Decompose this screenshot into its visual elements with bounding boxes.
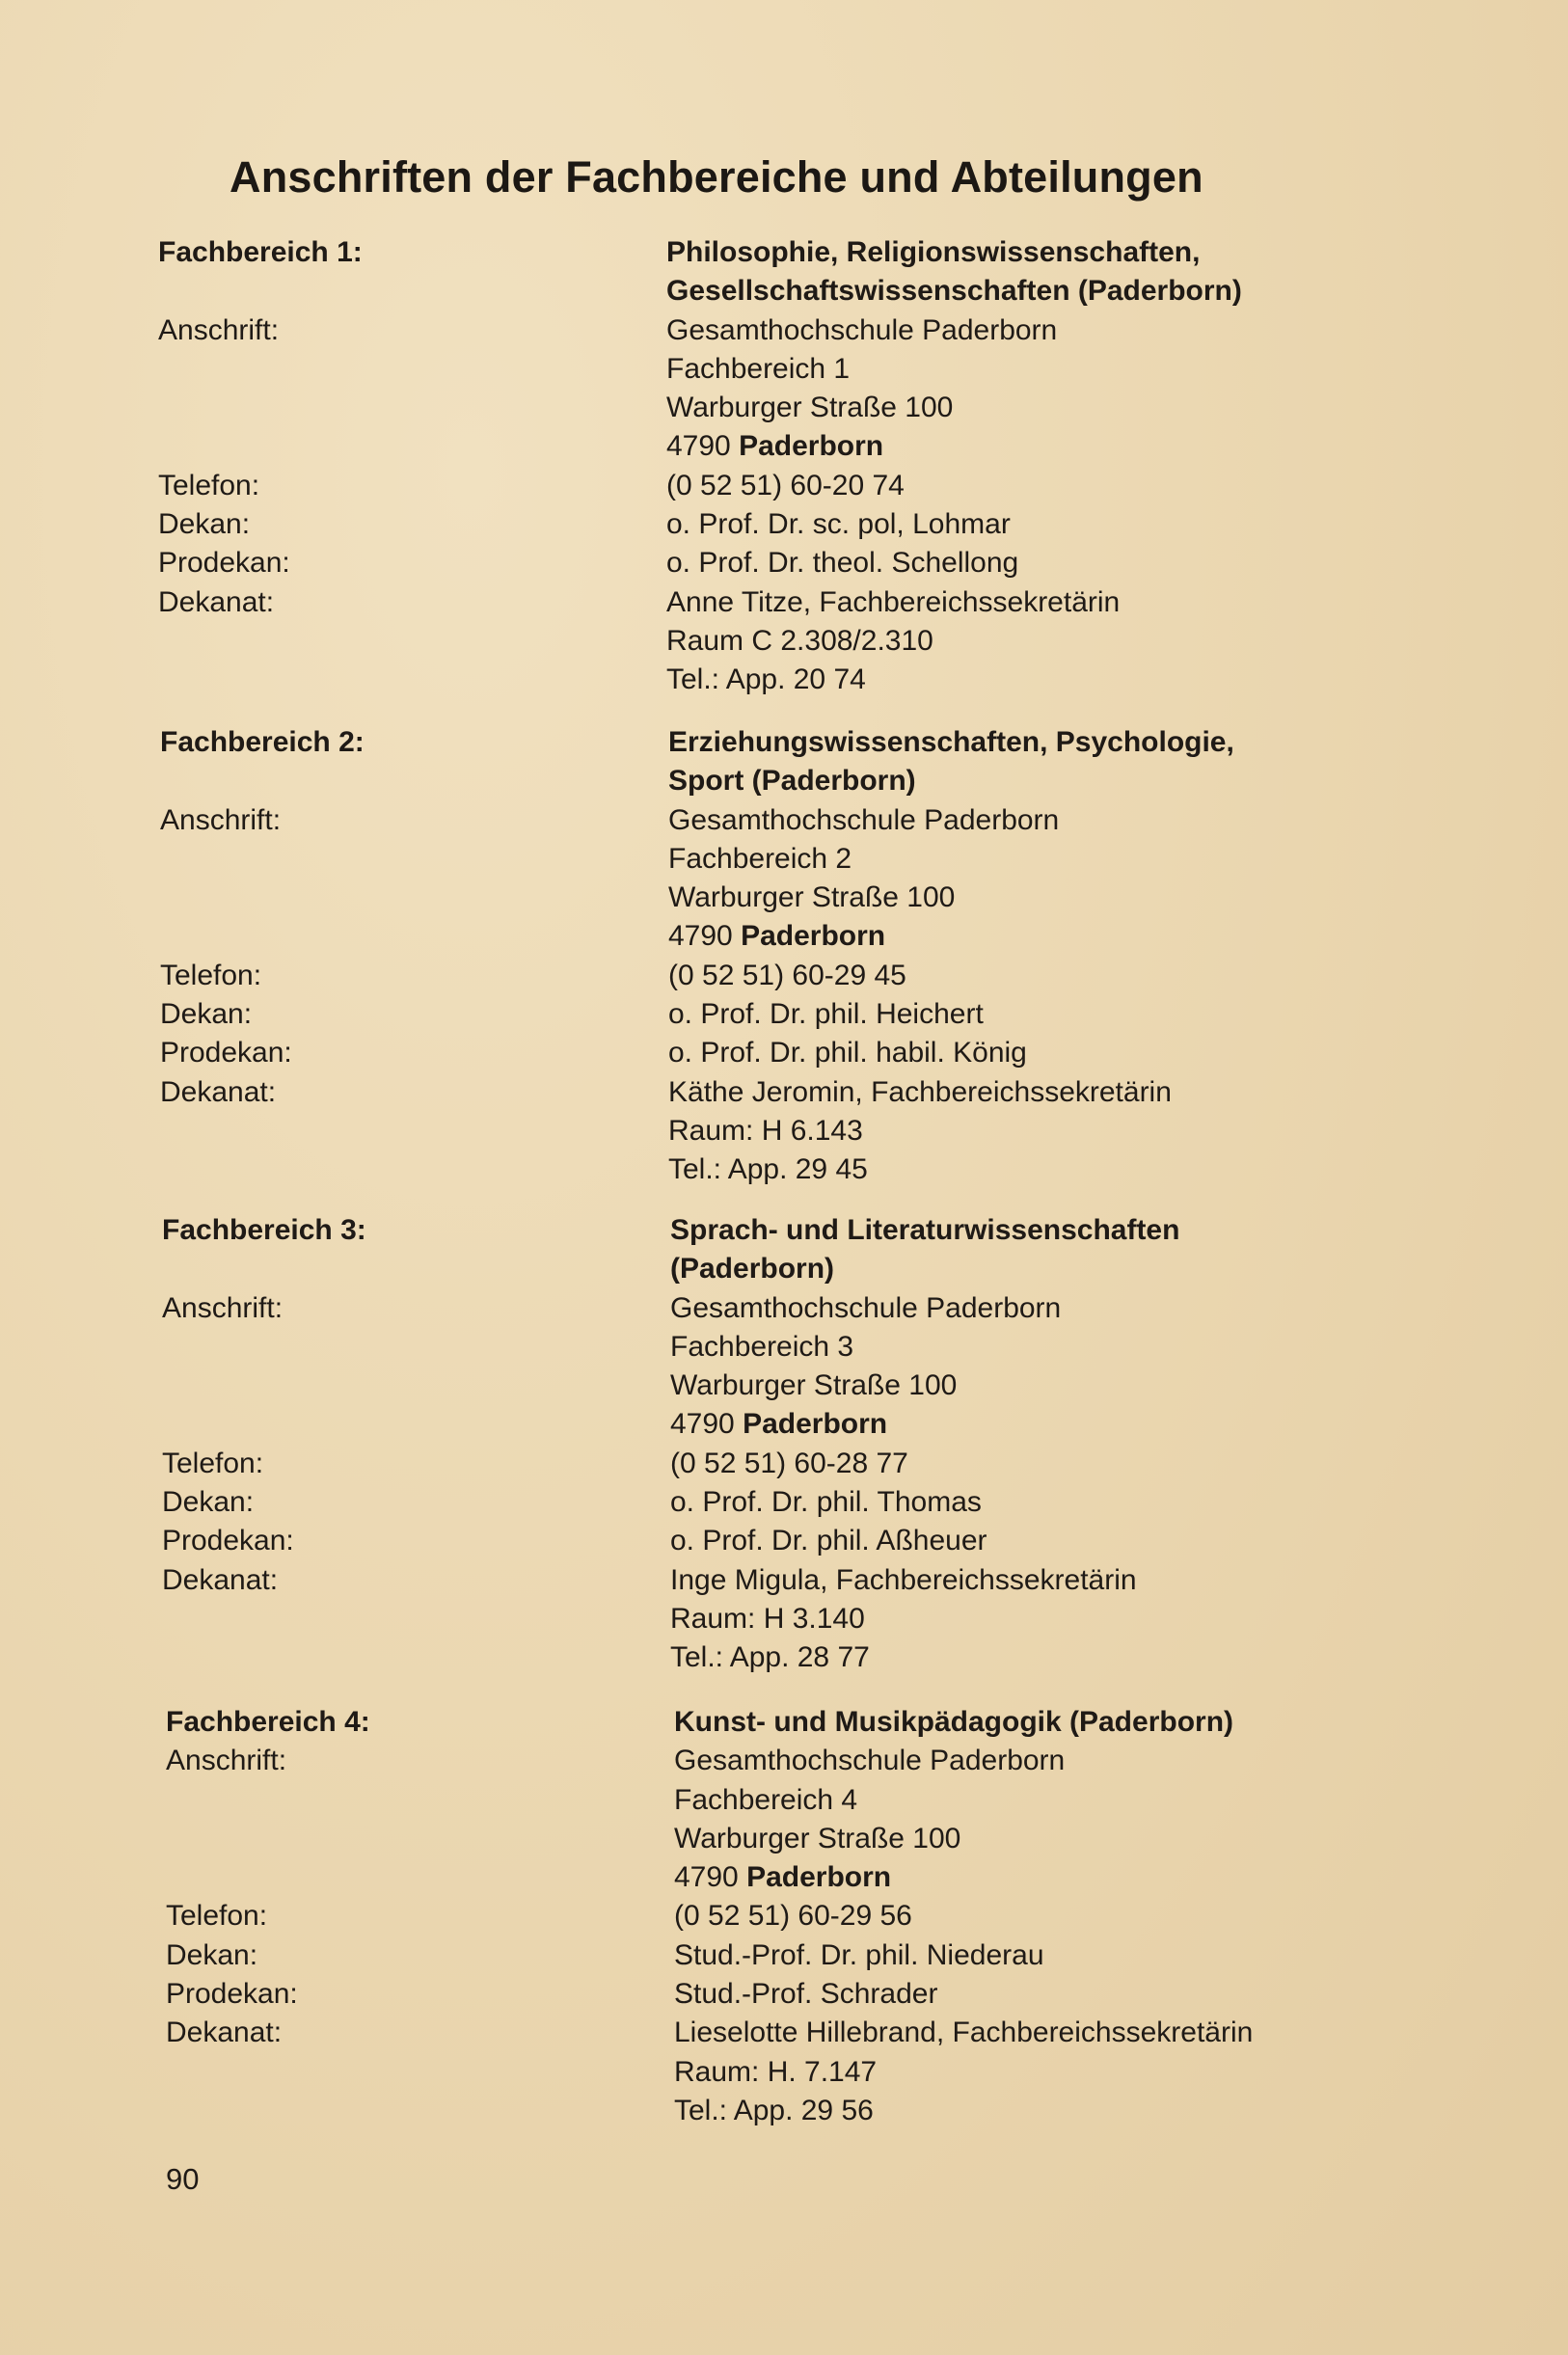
office-label: Dekanat:	[162, 1563, 279, 1596]
office-line: Raum: H. 7.147	[674, 2055, 878, 2088]
office-line: Raum: H 6.143	[668, 1114, 863, 1147]
office-label: Dekanat:	[166, 2017, 283, 2049]
vice-dean-name: Stud.-Prof. Schrader	[674, 1978, 938, 2011]
office-label: Dekanat:	[158, 585, 275, 618]
vice-dean-name: o. Prof. Dr. phil. habil. König	[668, 1037, 1027, 1069]
section-fachbereich-3	[162, 1211, 1531, 1678]
address-line: Fachbereich 2	[668, 842, 852, 875]
office-line: Tel.: App. 29 45	[668, 1153, 868, 1186]
section-heading-label: Fachbereich 2:	[160, 726, 365, 758]
postal-code: 4790	[666, 430, 731, 463]
phone-label: Telefon:	[160, 959, 262, 991]
section-name-line: (Paderborn)	[670, 1253, 835, 1286]
postal-city-line	[674, 1858, 891, 1897]
page-title: Anschriften der Fachbereiche und Abteilungen	[230, 152, 1203, 202]
postal-city-line	[668, 917, 885, 956]
office-label: Dekanat:	[160, 1075, 277, 1108]
vice-dean-name: o. Prof. Dr. phil. Aßheuer	[670, 1525, 987, 1557]
section-name-line: Gesellschaftswissenschaften (Paderborn)	[666, 275, 1242, 308]
section-heading-label: Fachbereich 3:	[162, 1214, 366, 1246]
postal-code: 4790	[668, 920, 733, 953]
address-label: Anschrift:	[158, 313, 280, 346]
phone-number: (0 52 51) 60-28 77	[670, 1447, 908, 1479]
dean-name: o. Prof. Dr. phil. Thomas	[670, 1486, 982, 1519]
office-line: Raum C 2.308/2.310	[666, 624, 933, 657]
address-line: Fachbereich 3	[670, 1330, 854, 1363]
vice-dean-name: o. Prof. Dr. theol. Schellong	[666, 547, 1019, 580]
address-label: Anschrift:	[162, 1291, 284, 1324]
address-line: Gesamthochschule Paderborn	[668, 803, 1060, 836]
vice-dean-label: Prodekan:	[166, 1978, 298, 2011]
dean-name: o. Prof. Dr. sc. pol, Lohmar	[666, 508, 1011, 541]
address-line: Warburger Straße 100	[668, 881, 956, 914]
office-line: Anne Titze, Fachbereichssekretärin	[666, 585, 1121, 618]
city: Paderborn	[741, 920, 886, 953]
phone-number: (0 52 51) 60-29 56	[674, 1900, 912, 1933]
page-number: 90	[166, 2162, 200, 2196]
section-fachbereich-2	[160, 723, 1529, 1190]
postal-code: 4790	[674, 1861, 739, 1894]
section-name-line: Kunst- und Musikpädagogik (Paderborn)	[674, 1706, 1234, 1738]
city: Paderborn	[743, 1408, 888, 1441]
address-line: Warburger Straße 100	[674, 1822, 961, 1854]
section-heading-label: Fachbereich 1:	[158, 236, 363, 268]
vice-dean-label: Prodekan:	[158, 547, 290, 580]
address-line: Fachbereich 4	[674, 1783, 858, 1816]
office-line: Inge Migula, Fachbereichssekretärin	[670, 1563, 1137, 1596]
dean-label: Dekan:	[158, 508, 251, 541]
section-fachbereich-4	[166, 1703, 1535, 2130]
phone-number: (0 52 51) 60-29 45	[668, 959, 906, 991]
office-line: Tel.: App. 28 77	[670, 1641, 870, 1674]
address-line: Gesamthochschule Paderborn	[674, 1745, 1066, 1777]
phone-number: (0 52 51) 60-20 74	[666, 469, 905, 501]
section-name-line: Erziehungswissenschaften, Psychologie,	[668, 726, 1234, 758]
section-fachbereich-1	[158, 233, 1527, 700]
phone-label: Telefon:	[166, 1900, 268, 1933]
section-name-line: Sport (Paderborn)	[668, 765, 916, 798]
section-name-line: Philosophie, Religionswissenschaften,	[666, 236, 1201, 268]
dean-label: Dekan:	[162, 1486, 255, 1519]
office-line: Tel.: App. 20 74	[666, 663, 866, 696]
address-line: Warburger Straße 100	[666, 392, 954, 424]
postal-city-line	[670, 1405, 887, 1444]
dean-label: Dekan:	[160, 998, 253, 1031]
address-label: Anschrift:	[166, 1745, 287, 1777]
dean-name: o. Prof. Dr. phil. Heichert	[668, 998, 984, 1031]
phone-label: Telefon:	[158, 469, 260, 501]
office-line: Raum: H 3.140	[670, 1602, 865, 1635]
city: Paderborn	[739, 430, 884, 463]
address-label: Anschrift:	[160, 803, 282, 836]
section-heading-label: Fachbereich 4:	[166, 1706, 370, 1738]
dean-name: Stud.-Prof. Dr. phil. Niederau	[674, 1938, 1044, 1971]
postal-city-line	[666, 427, 883, 466]
address-line: Gesamthochschule Paderborn	[666, 313, 1058, 346]
city: Paderborn	[746, 1861, 892, 1894]
address-line: Fachbereich 1	[666, 352, 851, 385]
section-name-line: Sprach- und Literaturwissenschaften	[670, 1214, 1180, 1246]
office-line: Käthe Jeromin, Fachbereichssekretärin	[668, 1075, 1172, 1108]
phone-label: Telefon:	[162, 1447, 264, 1479]
address-line: Warburger Straße 100	[670, 1369, 958, 1402]
dean-label: Dekan:	[166, 1938, 258, 1971]
office-line: Lieselotte Hillebrand, Fachbereichssekretärin	[674, 2017, 1254, 2049]
vice-dean-label: Prodekan:	[162, 1525, 294, 1557]
postal-code: 4790	[670, 1408, 735, 1441]
office-line: Tel.: App. 29 56	[674, 2094, 874, 2126]
address-line: Gesamthochschule Paderborn	[670, 1291, 1062, 1324]
vice-dean-label: Prodekan:	[160, 1037, 292, 1069]
